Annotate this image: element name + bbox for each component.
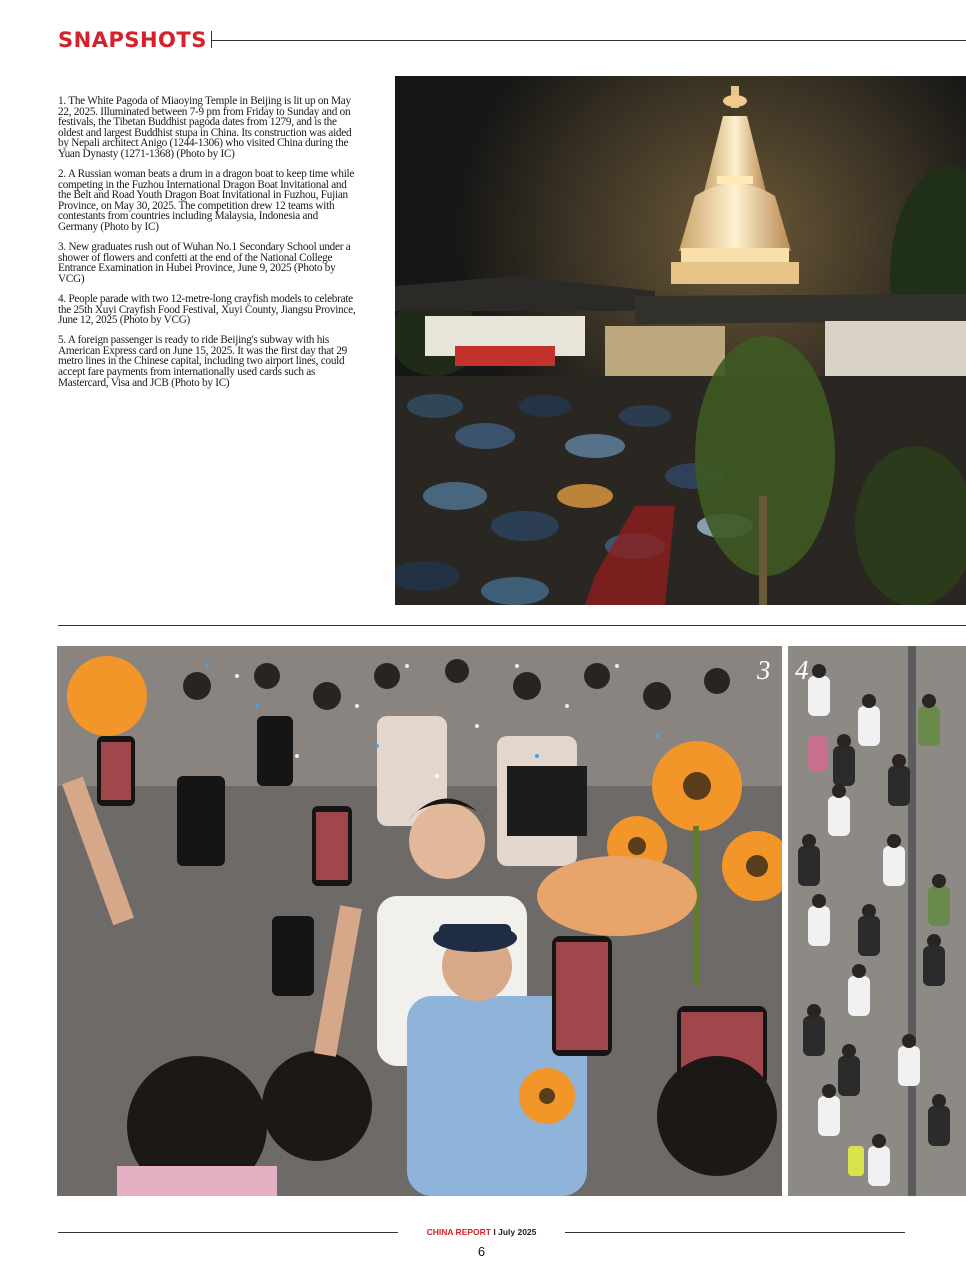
photo-number-4: 4	[795, 655, 809, 685]
photo-white-pagoda	[395, 76, 966, 605]
pagoda-illustration	[395, 76, 966, 605]
footer-separator: I	[493, 1227, 496, 1237]
captions-block	[58, 96, 360, 398]
caption-1: 1. The White Pagoda of Miaoying Temple in Beijing is lit up on May 22, 2025. Illuminated between 7-9 pm from Friday to Sunday and on festivals, the Tibetan Buddhist pagoda dates from 1279, and is the oldest and largest Buddhist stupa in China. Its construction was aided by Nepali architect Anigo (1244-1306) who visited China during the Yuan Dynasty (1271-1368) (Photo by IC)	[58, 95, 352, 160]
caption-2: 2. A Russian woman beats a drum in a dragon boat to keep time while competing in the Fuzhou International Dragon Boat Invitational and the Belt and Road Youth Dragon Boat Invitational in Fuzhou, Fujian Province, on May 30, 2025. The competition drew 12 teams with contestants from countries including Malaysia, Indonesia and Germany (Photo by IC)	[58, 168, 355, 234]
footer-rule-right	[565, 1232, 905, 1233]
caption-4: 4. People parade with two 12-metre-long crayfish models to celebrate the 25th Xuyi Crayfish Food Festival, Xuyi County, Jiangsu Province, June 12, 2025 (Photo by VCG)	[58, 293, 356, 327]
footer-rule-left	[58, 1232, 398, 1233]
graduates-illustration	[57, 646, 782, 1196]
section-title: SNAPSHOTS	[58, 28, 207, 52]
photo-graduates	[57, 646, 782, 1196]
street-crowd-illustration	[788, 646, 966, 1196]
footer-brand: CHINA REPORT	[426, 1227, 491, 1237]
middle-rule	[58, 625, 966, 626]
photo-number-3: 3	[757, 655, 771, 685]
caption-3: 3. New graduates rush out of Wuhan No.1 Secondary School under a shower of flowers and confetti at the end of the National College Entrance Examination in Hubei Province, June 9, 2025 (Photo by VCG)	[58, 241, 351, 285]
page-number: 6	[477, 1244, 486, 1259]
header-rule	[212, 40, 966, 41]
caption-5: 5. A foreign passenger is ready to ride Beijing's subway with his American Express card on June 15, 2025. It was the first day that 29 metro lines in the Chinese capital, including two airport lines, could accept fare payments from internationally used cards such as Mastercard, Visa and JCB (Photo by IC)	[58, 334, 348, 389]
photo-crayfish-festival	[788, 646, 966, 1196]
footer-issue: July 2025	[498, 1227, 537, 1237]
footer-folio	[398, 1227, 565, 1237]
